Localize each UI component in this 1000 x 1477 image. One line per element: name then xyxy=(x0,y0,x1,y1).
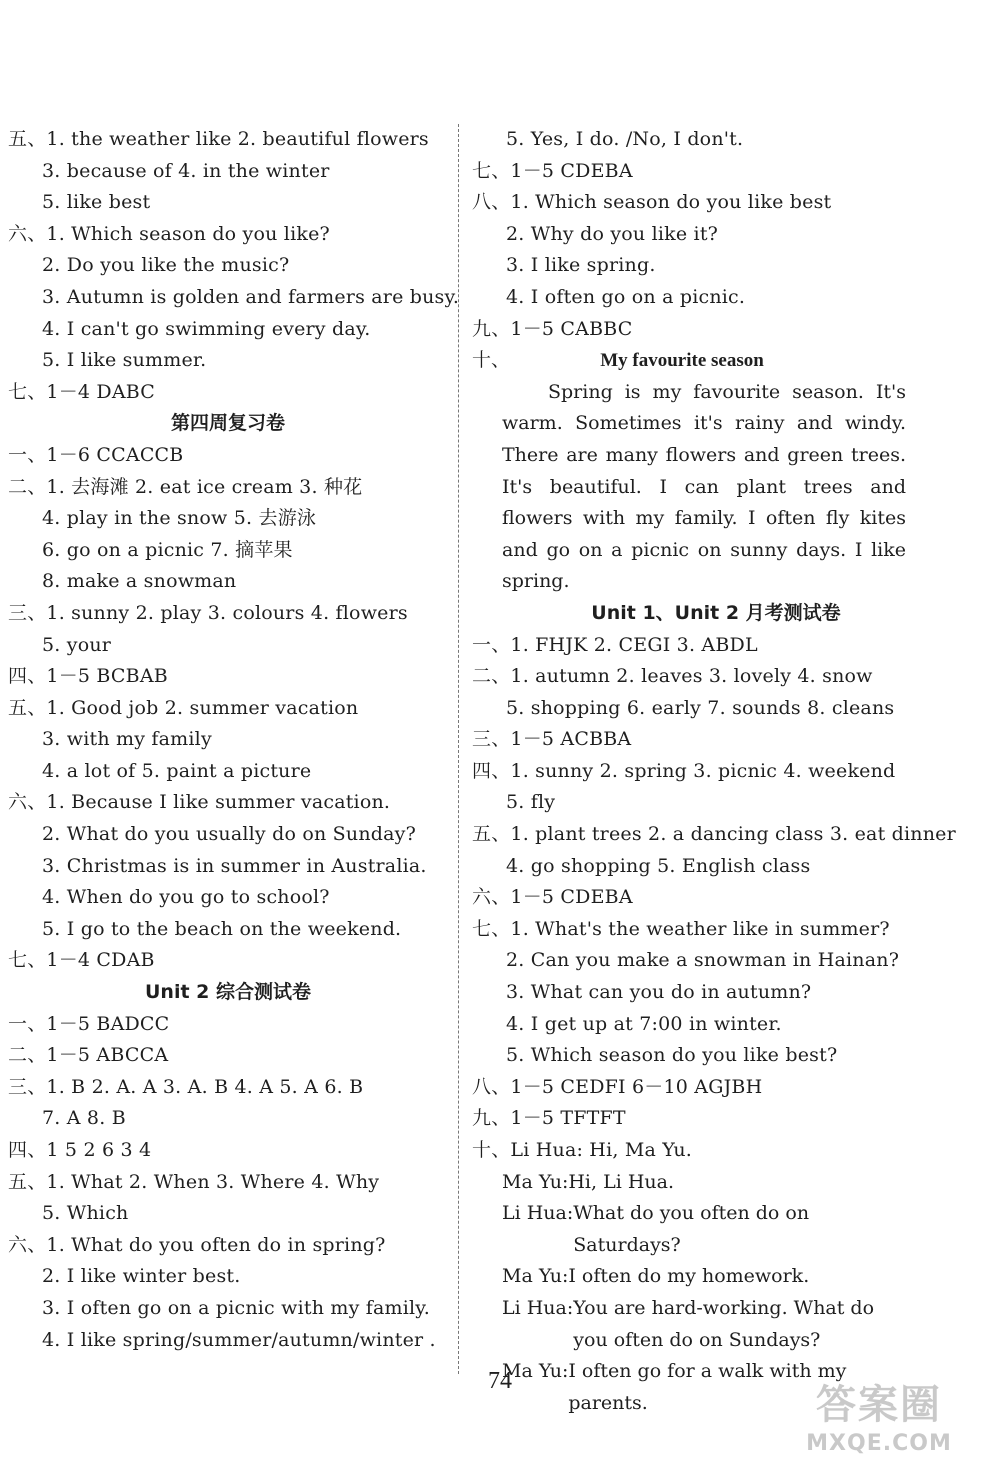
essay-paragraph: Spring is my favourite season. It's warm. Sometimes it's rainy and windy. There are many flowers and green trees. It's beautiful. I can plant trees and flowers with my family. I often fly kites and go on a picnic on sunny days. I like spring. xyxy=(502,380,906,593)
answer-line: 4. I can't go swimming every day. xyxy=(42,317,371,340)
dialog-line: 十、Li Hua: Hi, Ma Yu. xyxy=(472,1139,693,1161)
answer-line: 4. I often go on a picnic. xyxy=(506,285,746,308)
answer-line: 二、1. 去海滩 2. eat ice cream 3. 种花 xyxy=(8,475,363,498)
answer-line: 5. fly xyxy=(506,791,556,814)
answer-line: 六、1. Because I like summer vacation. xyxy=(8,791,391,814)
answer-line: 5. your xyxy=(42,633,112,656)
section-heading-monthly: Unit 1、Unit 2 月考测试卷 xyxy=(591,601,841,624)
answer-line: 八、1－5 CEDFI 6－10 AGJBH xyxy=(472,1075,763,1098)
answer-line: 3. Autumn is golden and farmers are busy. xyxy=(42,285,460,308)
answer-line: 五、1. Good job 2. summer vacation xyxy=(8,696,359,719)
answer-line: 4. play in the snow 5. 去游泳 xyxy=(42,507,317,530)
answer-line: 2. Why do you like it? xyxy=(506,222,719,245)
answer-line: 5. like best xyxy=(42,191,151,214)
answer-line: 六、1. What do you often do in spring? xyxy=(8,1233,386,1256)
answer-line: 5. shopping 6. early 7. sounds 8. cleans xyxy=(506,696,895,719)
answer-line: 3. I like spring. xyxy=(506,254,656,277)
watermark-text: 答案圈 xyxy=(816,1382,942,1428)
speaker-name: Li Hua: xyxy=(502,1296,574,1319)
answer-line: 7. A 8. B xyxy=(42,1107,126,1130)
answer-line: 5. I go to the beach on the weekend. xyxy=(42,917,402,940)
dialog-line xyxy=(472,1293,912,1356)
answer-line: 3. because of 4. in the winter xyxy=(42,159,330,182)
speaker-text: Hi, Li Hua. xyxy=(568,1170,674,1193)
answer-line: 一、1－5 BADCC xyxy=(8,1012,170,1035)
section-number: 十、 xyxy=(472,349,511,372)
answer-line: 四、1－5 BCBAB xyxy=(8,665,168,688)
answer-line: 一、1－6 CCACCB xyxy=(8,443,184,466)
right-column xyxy=(472,124,956,1419)
speaker-name: Ma Yu: xyxy=(502,1265,569,1288)
answer-line: 七、1－5 CDEBA xyxy=(472,159,633,182)
speaker-name: Ma Yu: xyxy=(502,1170,569,1193)
answer-line: 一、1. FHJK 2. CEGI 3. ABDL xyxy=(472,633,758,656)
answer-line: 4. I like spring/summer/autumn/winter . xyxy=(42,1328,436,1351)
speaker-name: Li Hua: xyxy=(502,1202,574,1225)
answer-line: 六、1. Which season do you like? xyxy=(8,222,330,245)
answer-line: 五、1. What 2. When 3. Where 4. Why xyxy=(8,1170,380,1193)
answer-line: 6. go on a picnic 7. 摘苹果 xyxy=(42,538,293,561)
section-heading-week4: 第四周复习卷 xyxy=(170,412,285,435)
answer-line: 五、1. the weather like 2. beautiful flowers xyxy=(8,128,429,150)
left-column xyxy=(8,124,460,1356)
watermark-logo xyxy=(784,1381,974,1469)
answer-line: 2. Do you like the music? xyxy=(42,254,290,277)
answer-line: 五、1. plant trees 2. a dancing class 3. eat dinner xyxy=(472,823,956,846)
page-number: 74 xyxy=(488,1368,512,1394)
essay-title-row xyxy=(472,345,912,377)
dialog-line xyxy=(472,1261,912,1293)
answer-line: 5. I like summer. xyxy=(42,349,207,372)
answer-line: 三、1. B 2. A. A 3. A. B 4. A 5. A 6. B xyxy=(8,1075,364,1098)
speaker-text: You are hard-working. What do you often do on Sundays? xyxy=(573,1296,875,1351)
answer-line: 3. I often go on a picnic with my family. xyxy=(42,1296,430,1319)
answer-line: 七、1. What's the weather like in summer? xyxy=(472,917,890,940)
essay-title: My favourite season xyxy=(600,350,764,372)
answer-line: 2. What do you usually do on Sunday? xyxy=(42,823,416,846)
answer-line: 二、1. autumn 2. leaves 3. lovely 4. snow xyxy=(472,665,873,688)
answer-line: 二、1－5 ABCCA xyxy=(8,1044,169,1067)
answer-line: 5. Yes, I do. /No, I don't. xyxy=(506,128,744,150)
speaker-text: I often do my homework. xyxy=(568,1265,810,1288)
answer-line: 4. a lot of 5. paint a picture xyxy=(42,759,312,782)
answer-line: 三、1. sunny 2. play 3. colours 4. flowers xyxy=(8,601,408,624)
answer-line: 4. When do you go to school? xyxy=(42,886,330,909)
dialog-line xyxy=(472,1198,912,1261)
answer-line: 八、1. Which season do you like best xyxy=(472,191,832,214)
speaker-text: What do you often do on Saturdays? xyxy=(573,1202,810,1256)
answer-line: 四、1 5 2 6 3 4 xyxy=(8,1139,152,1161)
answer-line: 3. What can you do in autumn? xyxy=(506,981,812,1004)
watermark-url: MXQE.COM xyxy=(806,1431,952,1456)
answer-line: 2. I like winter best. xyxy=(42,1265,241,1288)
answer-line: 四、1. sunny 2. spring 3. picnic 4. weekend xyxy=(472,759,896,782)
speaker-text: I often go for a walk with my parents. xyxy=(568,1360,847,1414)
answer-line: 七、1－4 CDAB xyxy=(8,949,155,972)
dialog-line xyxy=(472,1167,912,1199)
answer-line: 5. Which xyxy=(42,1202,129,1225)
answer-line: 九、1－5 TFTFT xyxy=(472,1107,626,1130)
speaker-name: Ma Yu: xyxy=(502,1360,569,1383)
answer-line: 4. I get up at 7:00 in winter. xyxy=(506,1012,782,1035)
answer-line: 5. Which season do you like best? xyxy=(506,1044,838,1067)
answer-line: 3. with my family xyxy=(42,728,212,751)
answer-line: 九、1－5 CABBC xyxy=(472,317,633,340)
answer-line: 3. Christmas is in summer in Australia. xyxy=(42,854,427,877)
essay-body xyxy=(472,377,906,598)
answer-line: 4. go shopping 5. English class xyxy=(506,854,811,877)
answer-line: 三、1－5 ACBBA xyxy=(472,728,632,751)
answer-line: 六、1－5 CDEBA xyxy=(472,886,633,909)
answer-line: 2. Can you make a snowman in Hainan? xyxy=(506,949,900,972)
answer-line: 8. make a snowman xyxy=(42,570,237,593)
section-heading-unit2: Unit 2 综合测试卷 xyxy=(145,981,311,1004)
answer-line: 七、1－4 DABC xyxy=(8,380,156,403)
